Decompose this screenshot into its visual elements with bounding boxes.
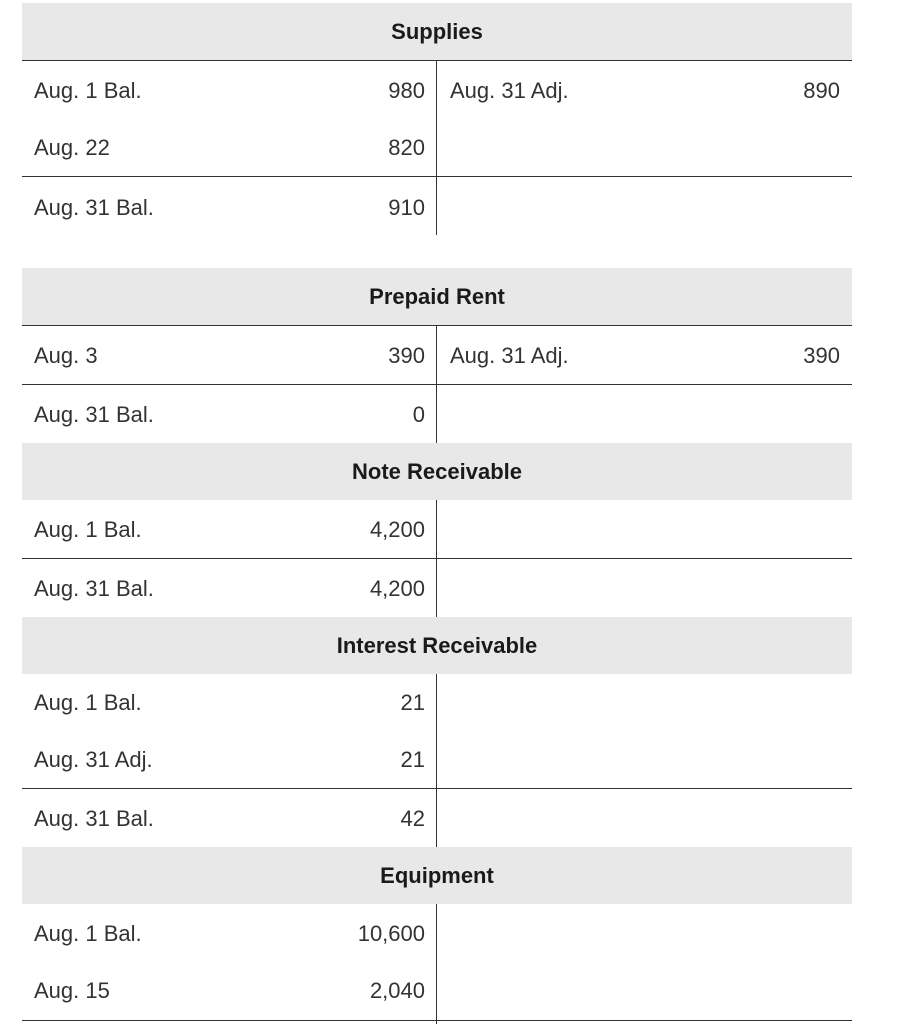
table-row (22, 179, 852, 236)
debit-amount: 21 (400, 689, 425, 715)
debit-label: Aug. 31 Bal. (34, 401, 154, 427)
divider (22, 788, 852, 789)
debit-amount: 21 (400, 746, 425, 772)
debit-label: Aug. 1 Bal. (34, 516, 142, 542)
table-row (22, 119, 852, 176)
table-row (22, 790, 852, 847)
divider (22, 1020, 852, 1021)
debit-label: Aug. 22 (34, 134, 110, 160)
prepaid-rent-title: Prepaid Rent (22, 268, 852, 325)
divider (22, 384, 852, 385)
table-row (22, 62, 852, 119)
debit-label: Aug. 31 Adj. (34, 746, 153, 772)
debit-label: Aug. 1 Bal. (34, 77, 142, 103)
table-row (22, 501, 852, 558)
table-row (22, 731, 852, 788)
table-row (22, 327, 852, 384)
debit-label: Aug. 1 Bal. (34, 689, 142, 715)
table-row (22, 962, 852, 1019)
debit-amount: 42 (400, 805, 425, 831)
interest-receivable-title: Interest Receivable (22, 617, 852, 674)
note-receivable-title: Note Receivable (22, 443, 852, 500)
debit-amount: 820 (388, 134, 425, 160)
divider (22, 60, 852, 61)
debit-label: Aug. 3 (34, 342, 98, 368)
equipment-title: Equipment (22, 847, 852, 904)
debit-label: Aug. 31 Bal. (34, 805, 154, 831)
credit-label: Aug. 31 Adj. (450, 342, 569, 368)
table-row (22, 560, 852, 617)
divider (22, 558, 852, 559)
debit-label: Aug. 31 Bal. (34, 575, 154, 601)
debit-label: Aug. 1 Bal. (34, 920, 142, 946)
debit-amount: 4,200 (369, 516, 425, 542)
debit-amount: 0 (412, 401, 425, 427)
supplies-title: Supplies (22, 3, 852, 60)
credit-amount: 390 (803, 342, 840, 368)
credit-label: Aug. 31 Adj. (450, 77, 569, 103)
debit-label: Aug. 31 Bal. (34, 194, 154, 220)
debit-amount: 10,600 (357, 920, 425, 946)
divider (22, 176, 852, 177)
table-row (22, 674, 852, 731)
table-row (22, 386, 852, 443)
debit-amount: 390 (388, 342, 425, 368)
debit-amount: 4,200 (369, 575, 425, 601)
credit-amount: 890 (803, 77, 840, 103)
table-row (22, 905, 852, 962)
debit-amount: 2,040 (369, 977, 425, 1003)
debit-amount: 980 (388, 77, 425, 103)
debit-amount: 910 (388, 194, 425, 220)
divider (22, 325, 852, 326)
debit-label: Aug. 15 (34, 977, 110, 1003)
